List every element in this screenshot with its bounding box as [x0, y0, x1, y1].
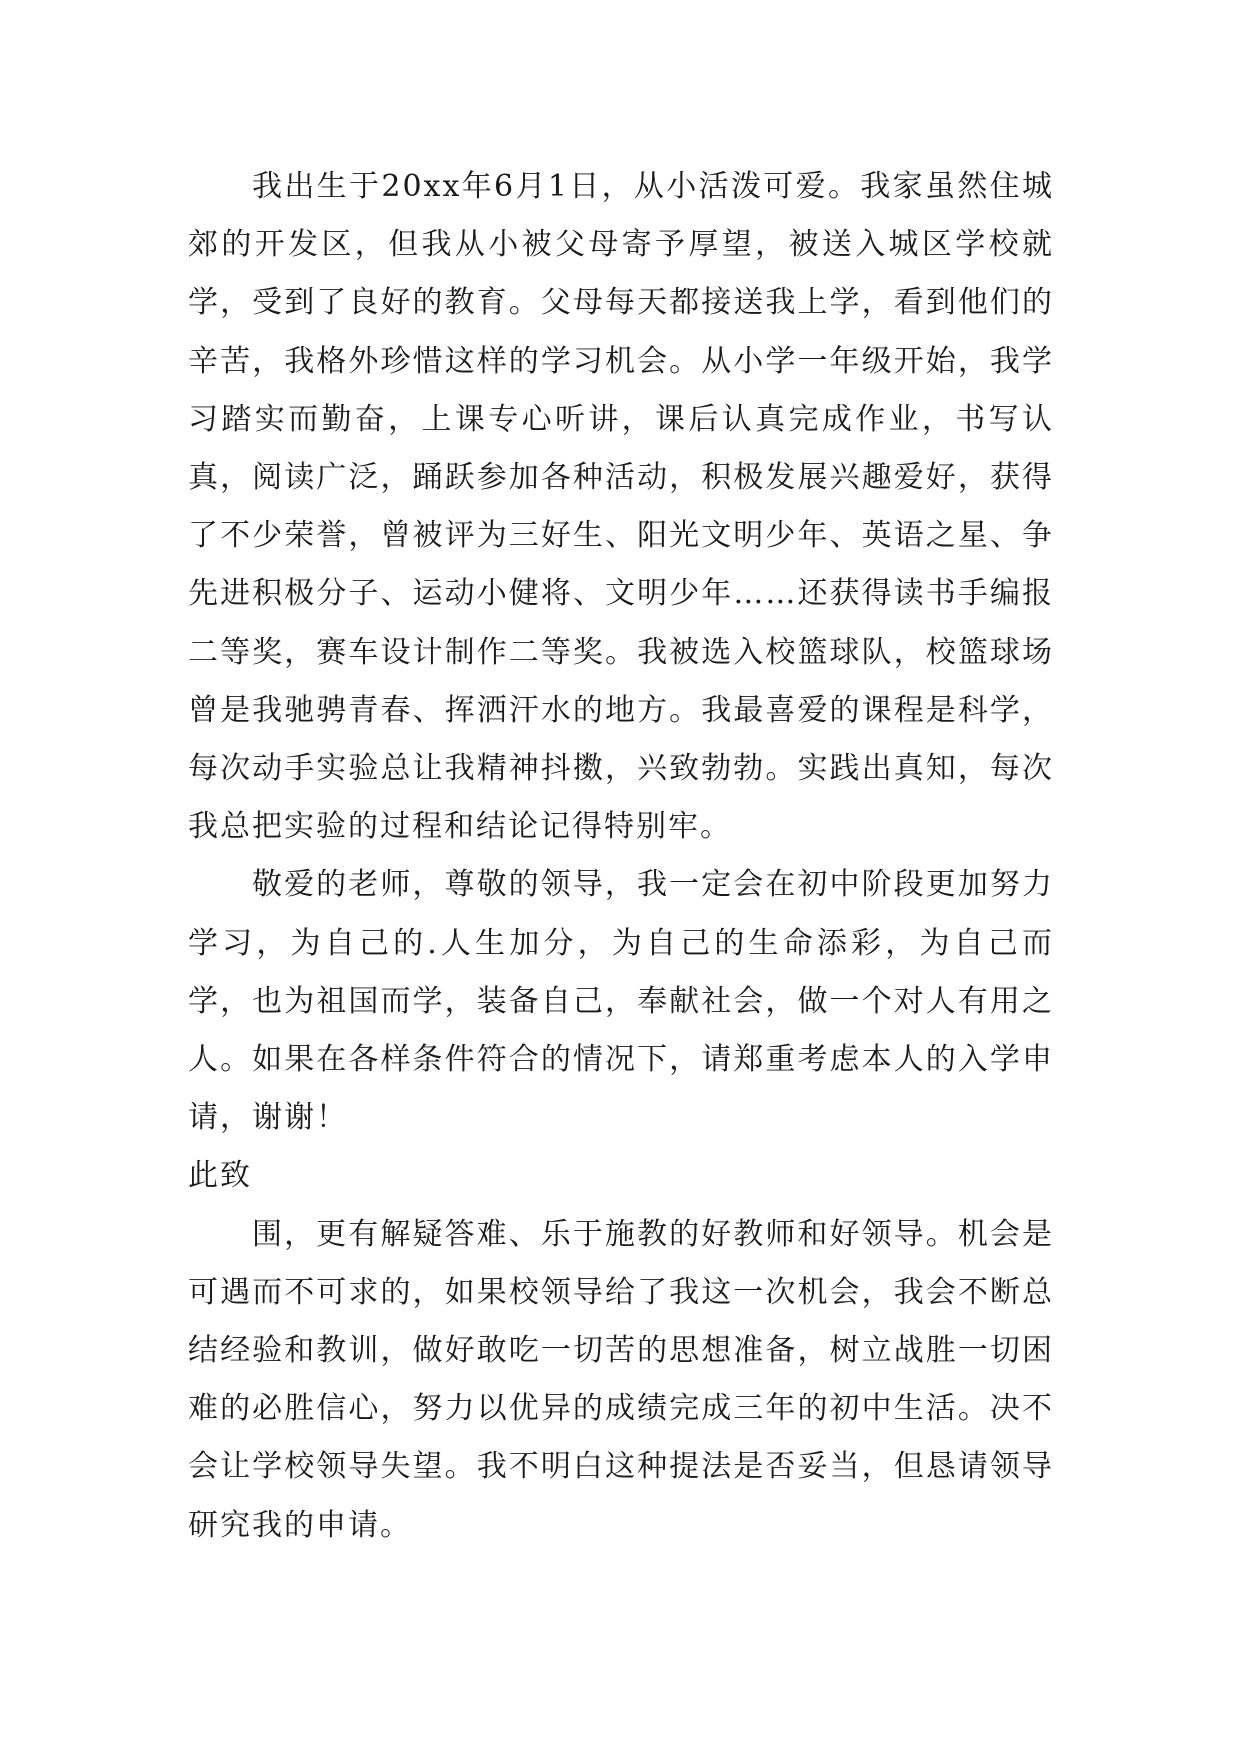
paragraph-3: 围，更有解疑答难、乐于施教的好教师和好领导。机会是可遇而不可求的，如果校领导给了我这一次机会，我会不断总结经验和教训，做好敢吃一切苦的思想准备，树立战胜一切困难的必胜信心，努力以优异的成绩完成三年的初中生活。决不会让学校领导失望。我不明白这种提法是否妥当，但恳请领导研究我的申请。	[188, 1216, 1054, 1543]
paragraph-1: 我出生于20xx年6月1日，从小活泼可爱。我家虽然住城郊的开发区，但我从小被父母寄予厚望，被送入城区学校就学，受到了良好的教育。父母每天都接送我上学，看到他们的辛苦，我格外珍惜这样的学习机会。从小学一年级开始，我学习踏实而勤奋，上课专心听讲，课后认真完成作业，书写认真，阅读广泛，踊跃参加各种活动，积极发展兴趣爱好，获得了不少荣誉，曾被评为三好生、阳光文明少年、英语之星、争先进积极分子、运动小健将、文明少年……还获得读书手编报二等奖，赛车设计制作二等奖。我被选入校篮球队，校篮球场曾是我驰骋青春、挥洒汗水的地方。我最喜爱的课程是科学，每次动手实验总让我精神抖擞，兴致勃勃。实践出真知，每次我总把实验的过程和结论记得特别牢。	[188, 169, 1054, 845]
document-body	[188, 158, 1054, 1555]
paragraph-2: 敬爱的老师，尊敬的领导，我一定会在初中阶段更加努力学习，为自己的.人生加分，为自己的生命添彩，为自己而学，也为祖国而学，装备自己，奉献社会，做一个对人有用之人。如果在各样条件符合的情况下，请郑重考虑本人的入学申请，谢谢！	[188, 867, 1054, 1136]
closing-salutation: 此致	[188, 1158, 252, 1194]
